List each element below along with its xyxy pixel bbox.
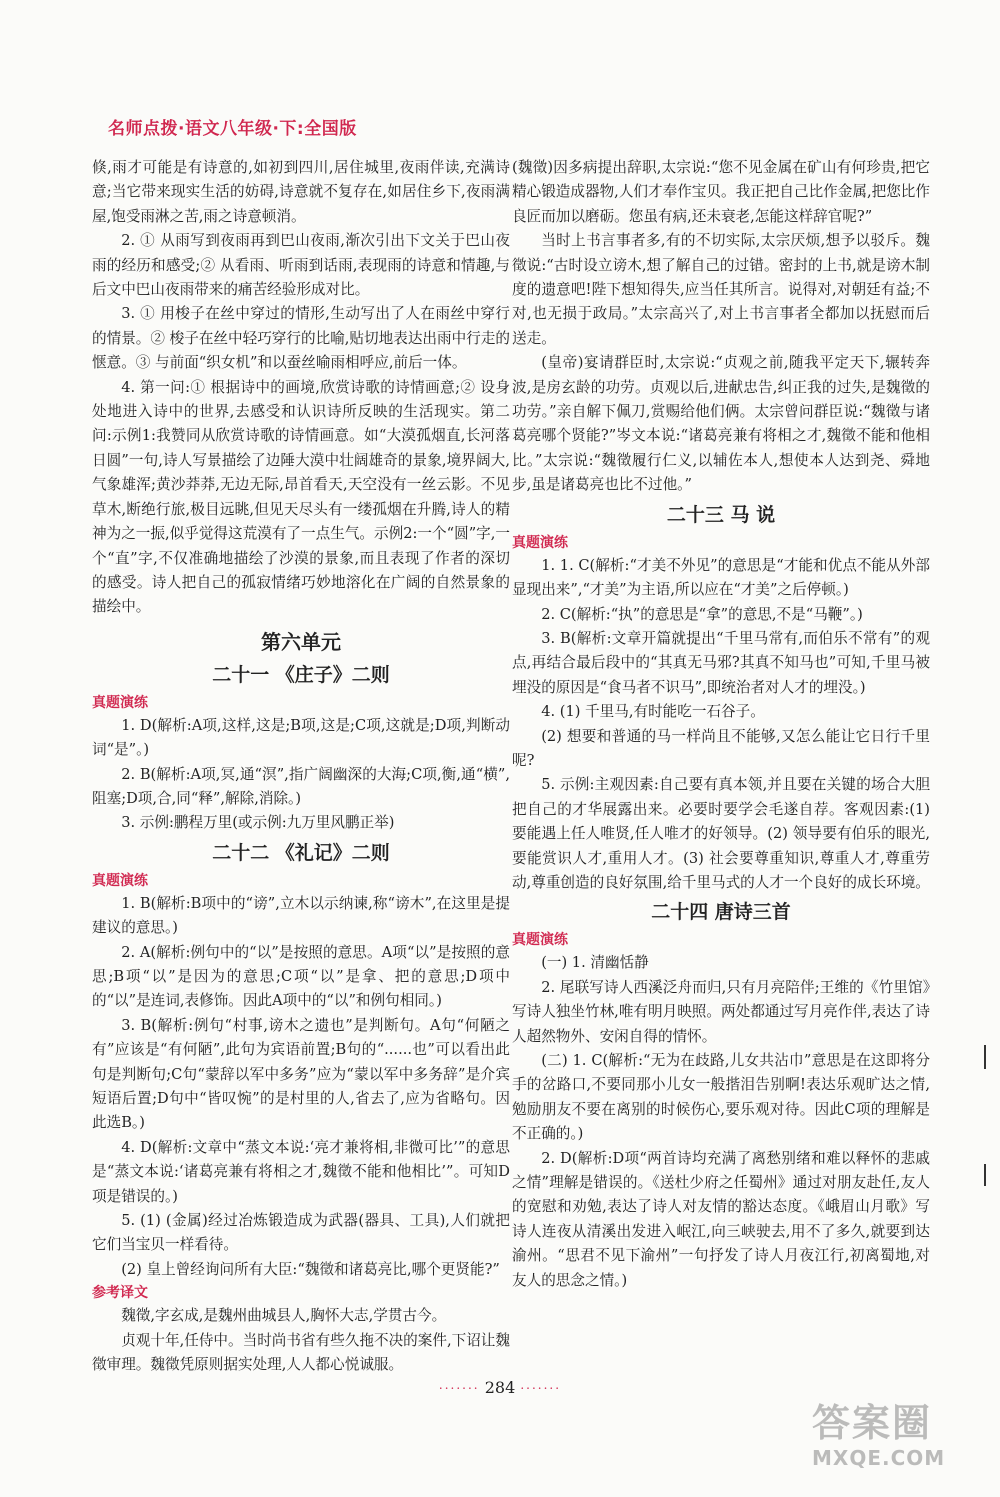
paragraph: (魏徵)因多病提出辞职,太宗说:“您不见金属在矿山有何珍贵,把它精心锻造成器物,人们才奉作宝贝。我正把自己比作金属,把您比作良匠而加以磨砺。您虽有病,还未衰老,怎能这样辞官呢?”	[512, 159, 930, 225]
paragraph: 2. D(解析:D项“两首诗均充满了离愁别绪和难以释怀的悲戚之情”理解是错误的。《送杜少府之任蜀州》通过对朋友赴任,友人的宽慰和劝勉,表达了诗人对友情的豁达态度。《峨眉山月歌》写诗人连夜从清溪出发进入岷江,向三峡驶去,用不了多久,就要到达渝州。“思君不见下渝州”一句抒发了诗人月夜江行,初离蜀地,对友人的思念之情。)	[512, 1149, 930, 1289]
section-label: 真题演练	[512, 932, 568, 949]
paragraph: 2. A(解析:例句中的“以”是按照的意思。A项“以”是按照的意思;B项“以”是因为的意思;C项“以”是拿、把的意思;D项中的“以”是连词,表修饰。因此A项中的“以”和例句相同。)	[92, 943, 510, 1010]
margin-mark	[984, 1164, 986, 1186]
paragraph: 2. C(解析:“执”的意思是“拿”的意思,不是“马鞭”。)	[541, 605, 863, 623]
section-label: 真题演练	[92, 694, 148, 711]
paragraph: 2. ① 从雨写到夜雨再到巴山夜雨,渐次引出下文关于巴山夜雨的经历和感受;② 从看雨、听雨到话雨,表现雨的诗意和情趣,与后文中巴山夜雨带来的痛苦经验形成对比。	[92, 232, 510, 299]
watermark-logo	[812, 1400, 972, 1484]
paragraph: 魏徵,字玄成,是魏州曲城县人,胸怀大志,学贯古今。	[121, 1307, 447, 1325]
footer-dots-right: ·······	[520, 1381, 562, 1396]
paragraph: 3. B(解析:例句“村事,谤木之遗也”是判断句。A句“何陋之有”应该是“有何陋”,此句为宾语前置;B句的“......也”可以看出此句是判断句;C句“蒙辞以军中多务”应为“蒙以军中多务辞”是介宾短语后置;D句中“皆叹惋”的是村里的人,省去了,应为省略句。因此选B。)	[92, 1016, 510, 1132]
paragraph: 倏,雨才可能是有诗意的,如初到四川,居住城里,夜雨伴读,充满诗意;当它带来现实生活的妨碍,诗意就不复存在,如居住乡下,夜雨满屋,饱受雨淋之苦,雨之诗意顿消。	[92, 159, 510, 225]
paragraph: 4. 第一问:① 根据诗中的画境,欣赏诗歌的诗情画意;② 设身处地进入诗中的世界,去感受和认识诗所反映的生活现实。第二问:示例1:我赞同从欣赏诗歌的诗情画意。如“大漠孤烟直,长河落日圆”一句,诗人写景描绘了边陲大漠中壮阔雄奇的景象,境界阔大,气象雄浑;黄沙莽莽,无边无际,昂首看天,天空没有一丝云影。不见草木,断绝行旅,极目远眺,但见天尽头有一缕孤烟在升腾,诗人的精神为之一振,似乎觉得这荒漠有了一点生气。示例2:一个“圆”字,一个“直”字,不仅准确地描绘了沙漠的景象,而且表现了作者的深切的感受。诗人把自己的孤寂情绪巧妙地溶化在广阔的自然景象的描绘中。	[92, 378, 510, 616]
paragraph: 5. (1) (金属)经过冶炼锻造成为武器(器具、工具),人们就把它们当宝贝一样看待。	[92, 1212, 510, 1254]
paragraph: 当时上书言事者多,有的不切实际,太宗厌烦,想予以驳斥。魏徵说:“古时设立谤木,想了解自己的过错。密封的上书,就是谤木制度的遗意吧!陛下想知得失,应当任其所言。说得对,对朝廷有益;不对,也无损于政局。”太宗高兴了,对上书言事者全都加以抚慰而后送走。	[512, 232, 930, 347]
lesson-title: 二十二 《礼记》二则	[212, 841, 390, 864]
watermark-url: MXQE.COM	[812, 1446, 946, 1470]
paragraph: (二) 1. C(解析:“无为在歧路,儿女共沾巾”意思是在这即将分手的岔路口,不要同那小儿女一般揩泪告别啊!表达乐观旷达之情,勉励朋友不要在离别的时候伤心,要乐观对待。因此C项的理解是不正确的。)	[512, 1052, 930, 1143]
lesson-title: 二十四 唐诗三首	[651, 901, 791, 924]
paragraph: 3. 示例:鹏程万里(或示例:九万里风鹏正举)	[121, 814, 395, 832]
paragraph: 3. B(解析:文章开篇就提出“千里马常有,而伯乐不常有”的观点,再结合最后段中的“其真无马邪?其真不知马也”可知,千里马被埋没的原因是“食马者不识马”,即统治者对人才的埋没。)	[512, 629, 930, 696]
watermark-title: 答案圈	[812, 1401, 933, 1445]
paragraph: 3. ① 用梭子在丝中穿过的情形,生动写出了人在雨丝中穿行的情景。② 梭子在丝中轻巧穿行的比喻,贴切地表达出雨中行走的惬意。③ 与前面“织女机”和以蚕丝喻雨相呼应,前后一体。	[92, 305, 510, 372]
paragraph: 2. B(解析:A项,冥,通“溟”,指广阔幽深的大海;C项,衡,通“横”,阻塞;D项,合,同“释”,解除,消除。)	[92, 765, 510, 807]
footer-dots-left: ·······	[438, 1381, 480, 1396]
page-number: 284	[484, 1378, 516, 1397]
section-label: 真题演练	[92, 872, 148, 889]
right-column	[512, 156, 930, 1293]
paragraph: (一) 1. 清幽恬静	[541, 954, 649, 972]
page-footer	[0, 1378, 1000, 1397]
paragraph: 1. D(解析:A项,这样,这是;B项,这是;C项,这就是;D项,判断动词“是”。)	[92, 716, 510, 759]
section-label: 真题演练	[512, 534, 568, 551]
section-label: 参考译文	[92, 1285, 148, 1302]
paragraph: 4. (1) 千里马,有时能吃一石谷子。	[541, 703, 765, 721]
lesson-title: 二十三 马 说	[666, 503, 776, 526]
paragraph: (2) 想要和普通的马一样尚且不能够,又怎么能让它日行千里呢?	[512, 727, 930, 769]
paragraph: (2) 皇上曾经询问所有大臣:“魏徵和诸葛亮比,哪个更贤能?”	[121, 1260, 500, 1278]
paragraph: 贞观十年,任侍中。当时尚书省有些久拖不决的案件,下诏让魏徵审理。魏徵凭原则据实处理,人人都心悦诚服。	[92, 1331, 510, 1374]
unit-title: 第六单元	[261, 629, 341, 654]
paragraph: 4. D(解析:文章中“蒸文本说:‘亮才兼将相,非微可比’”的意思是“蒸文本说:‘诸葛亮兼有将相之才,魏徵不能和他相比’”。可知D项是错误的。)	[92, 1138, 510, 1205]
page-header: 名师点拨·语文八年级·下:全国版	[108, 119, 357, 139]
lesson-title: 二十一 《庄子》二则	[212, 663, 390, 686]
paragraph: 1. B(解析:B项中的“谤”,立木以示纳谏,称“谤木”,在这里是提建议的意思。)	[92, 894, 510, 937]
margin-mark	[984, 1045, 986, 1069]
left-column	[92, 156, 510, 1377]
paragraph: (皇帝)宴请群臣时,太宗说:“贞观之前,随我平定天下,辗转奔波,是房玄龄的功劳。贞观以后,进献忠告,纠正我的过失,是魏徵的功劳。”亲自解下佩刀,赏赐给他们俩。太宗曾问群臣说:“魏徵与诸葛亮哪个贤能?”岑文本说:“诸葛亮兼有将相之才,魏徵不能和他相比。”太宗说:“魏徵履行仁义,以辅佐本人,想使本人达到尧、舜地步,虽是诸葛亮也比不过他。”	[512, 354, 930, 494]
paragraph: 2. 尾联写诗人西溪泛舟而归,只有月亮陪伴;王维的《竹里馆》写诗人独坐竹林,唯有明月映照。两处都通过写月亮作伴,表达了诗人超然物外、安闲自得的情怀。	[512, 978, 930, 1045]
paragraph: 5. 示例:主观因素:自己要有真本领,并且要在关键的场合大胆把自己的才华展露出来。必要时要学会毛遂自荐。客观因素:(1) 要能遇上任人唯贤,任人唯才的好领导。(2) 领导要有伯乐的眼光,要能赏识人才,重用人才。(3) 社会要尊重知识,尊重人才,尊重劳动,尊重创造的良好氛围,给千里马式的人才一个良好的成长环境。	[512, 776, 930, 891]
paragraph: 1. 1. C(解析:“才美不外见”的意思是“才能和优点不能从外部显现出来”,“才美”为主语,所以应在“才美”之后停顿。)	[512, 556, 930, 599]
